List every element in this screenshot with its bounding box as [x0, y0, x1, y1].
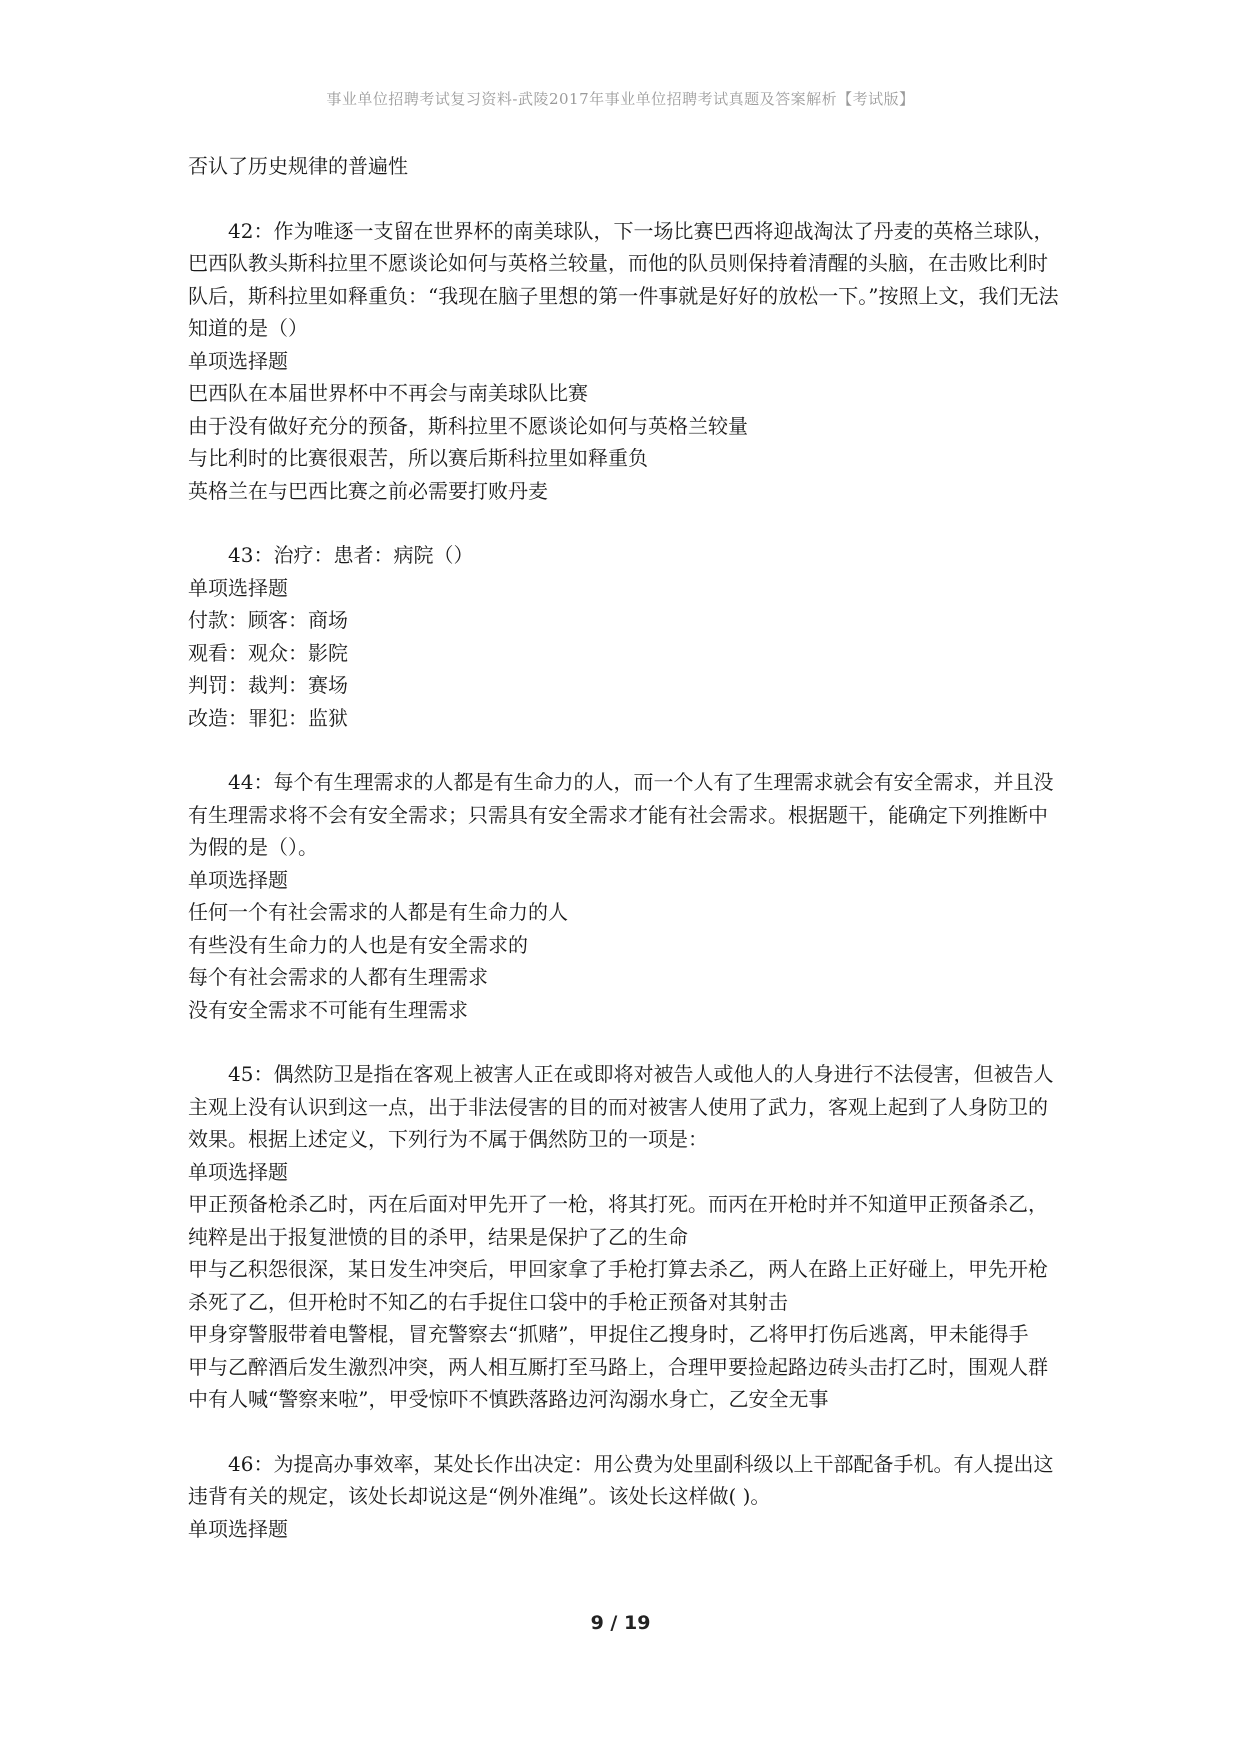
question-stem: 45：偶然防卫是指在客观上被害人正在或即将对被告人或他人的人身进行不法侵害，但被告人主观上没有认识到这一点，出于非法侵害的目的而对被害人使用了武力，客观上起到了人身防卫的效果。根据上述定义，下列行为不属于偶然防卫的一项是： — [188, 1062, 1054, 1151]
question-stem: 42：作为唯逐一支留在世界杯的南美球队，下一场比赛巴西将迎战淘汰了丹麦的英格兰球队，巴西队教头斯科拉里不愿谈论如何与英格兰较量，而他的队员则保持着清醒的头脑，在击败比利时队后，斯科拉里如释重负：“我现在脑子里想的第一件事就是好好的放松一下。”按照上文，我们无法知道的是（） — [188, 218, 1059, 340]
option: 判罚：裁判：赛场 — [188, 673, 348, 697]
option: 付款：顾客：商场 — [188, 608, 348, 632]
question-44 — [188, 766, 1066, 1026]
question-type: 单项选择题 — [188, 575, 288, 600]
option: 观看：观众：影院 — [188, 640, 348, 665]
question-stem: 46：为提高办事效率，某处长作出决定：用公费为处里副科级以上干部配备手机。有人提出这违背有关的规定，该处长却说这是“例外准绳”。该处长这样做( )。 — [188, 1451, 1054, 1508]
question-type: 单项选择题 — [188, 348, 288, 373]
question-45 — [188, 1058, 1066, 1416]
option: 没有安全需求不可能有生理需求 — [188, 997, 468, 1022]
option: 甲与乙积怨很深，某日发生冲突后，甲回家拿了手枪打算去杀乙，两人在路上正好碰上，甲先开枪杀死了乙，但开枪时不知乙的右手捉住口袋中的手枪正预备对其射击 — [188, 1257, 1048, 1314]
question-46 — [188, 1448, 1066, 1546]
question-stem: 43：治疗：患者：病院（） — [228, 543, 474, 567]
option: 甲正预备枪杀乙时，丙在后面对甲先开了一枪，将其打死。而丙在开枪时并不知道甲正预备杀乙，纯粹是出于报复泄愤的目的杀甲，结果是保护了乙的生命 — [188, 1192, 1048, 1249]
option: 由于没有做好充分的预备，斯科拉里不愿谈论如何与英格兰较量 — [188, 413, 748, 438]
option: 任何一个有社会需求的人都是有生命力的人 — [188, 900, 568, 924]
page-header: 事业单位招聘考试复习资料-武陵2017年事业单位招聘考试真题及答案解析【考试版】 — [326, 90, 915, 108]
question-42 — [188, 215, 1066, 508]
document-body — [188, 150, 1066, 1545]
option: 改造：罪犯：监狱 — [188, 705, 348, 730]
question-type: 单项选择题 — [188, 1516, 288, 1541]
question-type: 单项选择题 — [188, 1159, 288, 1184]
option: 与比利时的比赛很艰苦，所以赛后斯科拉里如释重负 — [188, 446, 648, 470]
question-stem: 44：每个有生理需求的人都是有生命力的人，而一个人有了生理需求就会有安全需求，并且没有生理需求将不会有安全需求；只需具有安全需求才能有社会需求。根据题干，能确定下列推断中为假的是（）。 — [188, 770, 1054, 859]
page-indicator: 9 / 19 — [590, 1612, 651, 1634]
intro-line: 否认了历史规律的普遍性 — [188, 154, 408, 178]
option: 有些没有生命力的人也是有安全需求的 — [188, 932, 528, 957]
option: 甲与乙醉酒后发生激烈冲突，两人相互厮打至马路上，合理甲要捡起路边砖头击打乙时，围观人群中有人喊“警察来啦”，甲受惊吓不慎跌落路边河沟溺水身亡，乙安全无事 — [188, 1354, 1048, 1411]
question-type: 单项选择题 — [188, 867, 288, 892]
option: 巴西队在本届世界杯中不再会与南美球队比赛 — [188, 381, 588, 405]
option: 英格兰在与巴西比赛之前必需要打败丹麦 — [188, 478, 548, 503]
option: 甲身穿警服带着电警棍，冒充警察去“抓赌”，甲捉住乙搜身时，乙将甲打伤后逃离，甲未能得手 — [188, 1322, 1029, 1346]
option: 每个有社会需求的人都有生理需求 — [188, 965, 488, 989]
question-43 — [188, 539, 1066, 734]
